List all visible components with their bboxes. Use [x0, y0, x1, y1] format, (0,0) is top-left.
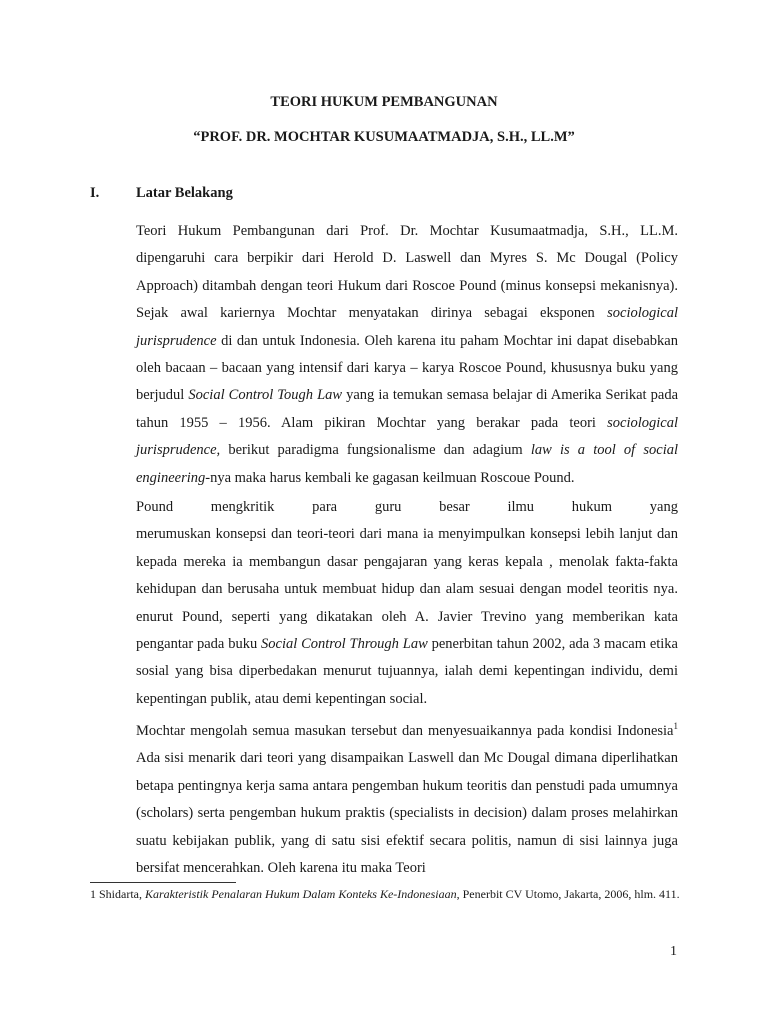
page-number: 1	[670, 944, 677, 959]
footnote-ref[interactable]: 1	[673, 721, 678, 732]
p2-text-2: penerbitan tahun 2002, ada 3 macam etika sosial yang bisa diperbedakan menurut tujuannya, ialah demi kepentingan individu, demi kepentingan publik, atau demi kepentingan social.	[136, 636, 678, 707]
p2-first-line: Pound mengkritik para guru besar ilmu hukum yang	[136, 499, 678, 515]
p1-text-2: di dan untuk Indonesia. Oleh karena itu paham Mochtar ini dapat disebabkan oleh bacaan – bacaan yang intensif dari karya – karya Roscoe Pound, khususnya buku yang berjudul	[136, 332, 678, 404]
p3-text-2: Ada sisi menarik dari teori yang disampaikan Laswell dan Mc Dougal dimana diperlihatkan betapa pentingnya kerja sama antara pengemban hukum teoritis dan penstudi pada umumnya (scholars) serta pengemban hukum praktis (specialists in decision) dalam proses melahirkan suatu kebijakan publik, yang di satu sisi efektif secara politis, namun di sisi lainnya juga bersifat mencerahkan. Oleh karena itu maka Teori	[136, 750, 678, 877]
p1-italic-1: sociological jurisprudence	[136, 305, 678, 349]
document-subtitle: “PROF. DR. MOCHTAR KUSUMAATMADJA, S.H., LL.M”	[193, 129, 575, 145]
footnote	[90, 884, 690, 905]
p1-text-3: yang ia temukan semasa belajar di Amerika Serikat pada tahun 1955 – 1956. Alam pikiran Mochtar yang berakar pada teori	[136, 387, 679, 431]
paragraph-2	[136, 494, 678, 713]
p2-text-1: merumuskan konsepsi dan teori-teori dari mana ia menyimpulkan konsepsi lebih lanjut dan kepada mereka ia membangun dasar pengajaran yang keras kepala , menolak fakta-fakta kehidupan dan berusaha untuk membuat hidup dan alam sesuai dengan model teoritis nya. enurut Pound, seperti yang dikatakan oleh A. Javier Trevino yang memberikan kata pengantar pada buku	[136, 526, 678, 653]
paragraph-3	[136, 718, 678, 882]
p2-italic-1: Social Control Through Law	[261, 636, 428, 653]
document-title: TEORI HUKUM PEMBANGUNAN	[270, 94, 498, 110]
p1-italic-3: sociological jurisprudence,	[136, 414, 678, 459]
paragraph-1	[136, 218, 678, 492]
section-number: I.	[90, 185, 100, 201]
section-title: Latar Belakang	[136, 185, 233, 201]
footnote-italic: Karakteristik Penalaran Hukum Dalam Konteks Ke-Indonesiaan	[145, 887, 457, 901]
p2-body	[136, 521, 678, 713]
footnote-text-1: 1 Shidarta,	[90, 887, 145, 901]
p1-text-4: berikut paradigma fungsionalisme dan adagium	[220, 442, 531, 459]
p1-text-1: Teori Hukum Pembangunan dari Prof. Dr. Mochtar Kusumaatmadja, S.H., LL.M. dipengaruhi cara berpikir dari Herold D. Laswell dan Myres S. Mc Dougal (Policy Approach) ditambah dengan teori Hukum dari Roscoe Pound (minus konsepsi mekanisnya). Sejak awal kariernya Mochtar menyatakan dirinya sebagai eksponen	[136, 223, 678, 322]
p1-italic-4: law is a tool of social engineering	[136, 442, 678, 486]
footnote-text-2: , Penerbit CV Utomo, Jakarta, 2006, hlm. 411.	[456, 887, 680, 901]
footnote-separator	[90, 882, 236, 883]
p1-italic-2: Social Control Tough Law	[188, 387, 343, 404]
p3-text-1: Mochtar mengolah semua masukan tersebut dan menyesuaikannya pada kondisi Indonesia	[136, 723, 674, 739]
p1-text-5: -nya maka harus kembali ke gagasan keilmuan Roscoue Pound.	[205, 469, 575, 486]
